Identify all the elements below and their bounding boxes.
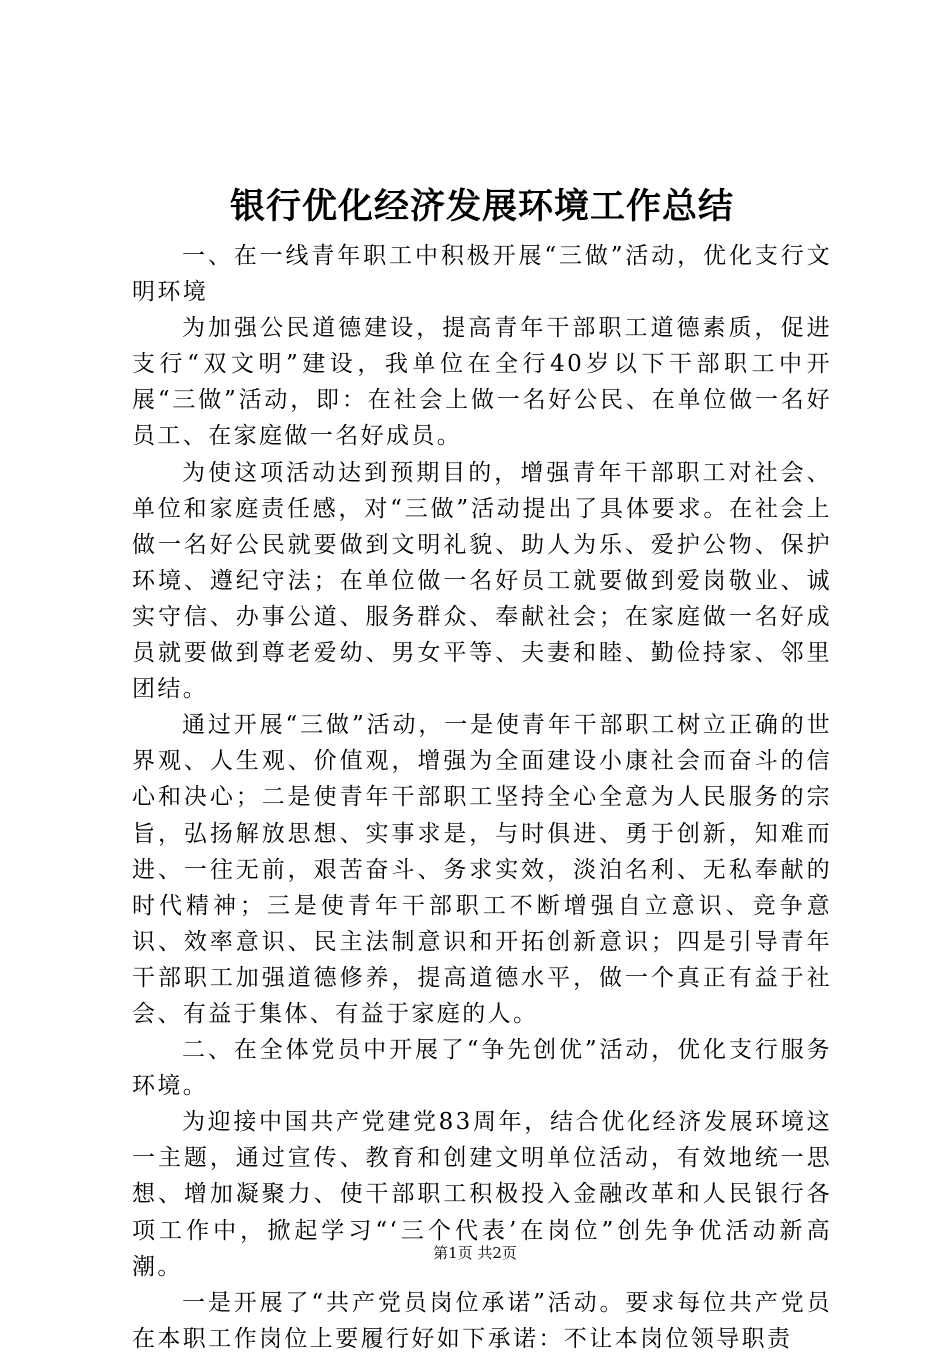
- paragraph: 一是开展了“共产党员岗位承诺”活动。要求每位共产党员在本职工作岗位上要履行好如下承诺：不让本岗位领导职责: [132, 1289, 832, 1352]
- paragraph: 为使这项活动达到预期目的，增强青年干部职工对社会、单位和家庭责任感，对“三做”活动提出了具体要求。在社会上做一名好公民就要做到文明礼貌、助人为乐、爱护公物、保护环境、遵纪守法；在单位做一名好员工就要做到爱岗敬业、诚实守信、办事公道、服务群众、奉献社会；在家庭做一名好成员就要做到尊老爱幼、男女平等、夫妻和睦、勤俭持家、邻里团结。: [132, 459, 832, 703]
- paragraph: 为加强公民道德建设，提高青年干部职工道德素质，促进支行“双文明”建设，我单位在全行40岁以下干部职工中开展“三做”活动，即：在社会上做一名好公民、在单位做一名好员工、在家庭做一名好成员。: [132, 315, 832, 450]
- document-title: 银行优化经济发展环境工作总结: [229, 186, 734, 227]
- document-body: [132, 238, 832, 1357]
- paragraph: 为迎接中国共产党建党83周年，结合优化经济发展环境这一主题，通过宣传、教育和创建文明单位活动，有效地统一思想、增加凝聚力、使干部职工积极投入金融改革和人民银行各项工作中，掀起学习“‘三个代表’在岗位”创先争优活动新高潮。: [132, 1109, 832, 1280]
- section-heading-2: 二、在全体党员中开展了“争先创优”活动，优化支行服务环境。: [132, 1037, 832, 1100]
- section-heading-1: 一、在一线青年职工中积极开展“三做”活动，优化支行文明环境: [132, 243, 832, 306]
- page-footer: 第1页 共2页: [433, 1244, 517, 1262]
- paragraph: 通过开展“三做”活动，一是使青年干部职工树立正确的世界观、人生观、价值观，增强为全面建设小康社会而奋斗的信心和决心；二是使青年干部职工坚持全心全意为人民服务的宗旨，弘扬解放思想、实事求是，与时俱进、勇于创新，知难而进、一往无前，艰苦奋斗、务求实效，淡泊名利、无私奉献的时代精神；三是使青年干部职工不断增强自立意识、竞争意识、效率意识、民主法制意识和开拓创新意识；四是引导青年干部职工加强道德修养，提高道德水平，做一个真正有益于社会、有益于集体、有益于家庭的人。: [132, 712, 832, 1027]
